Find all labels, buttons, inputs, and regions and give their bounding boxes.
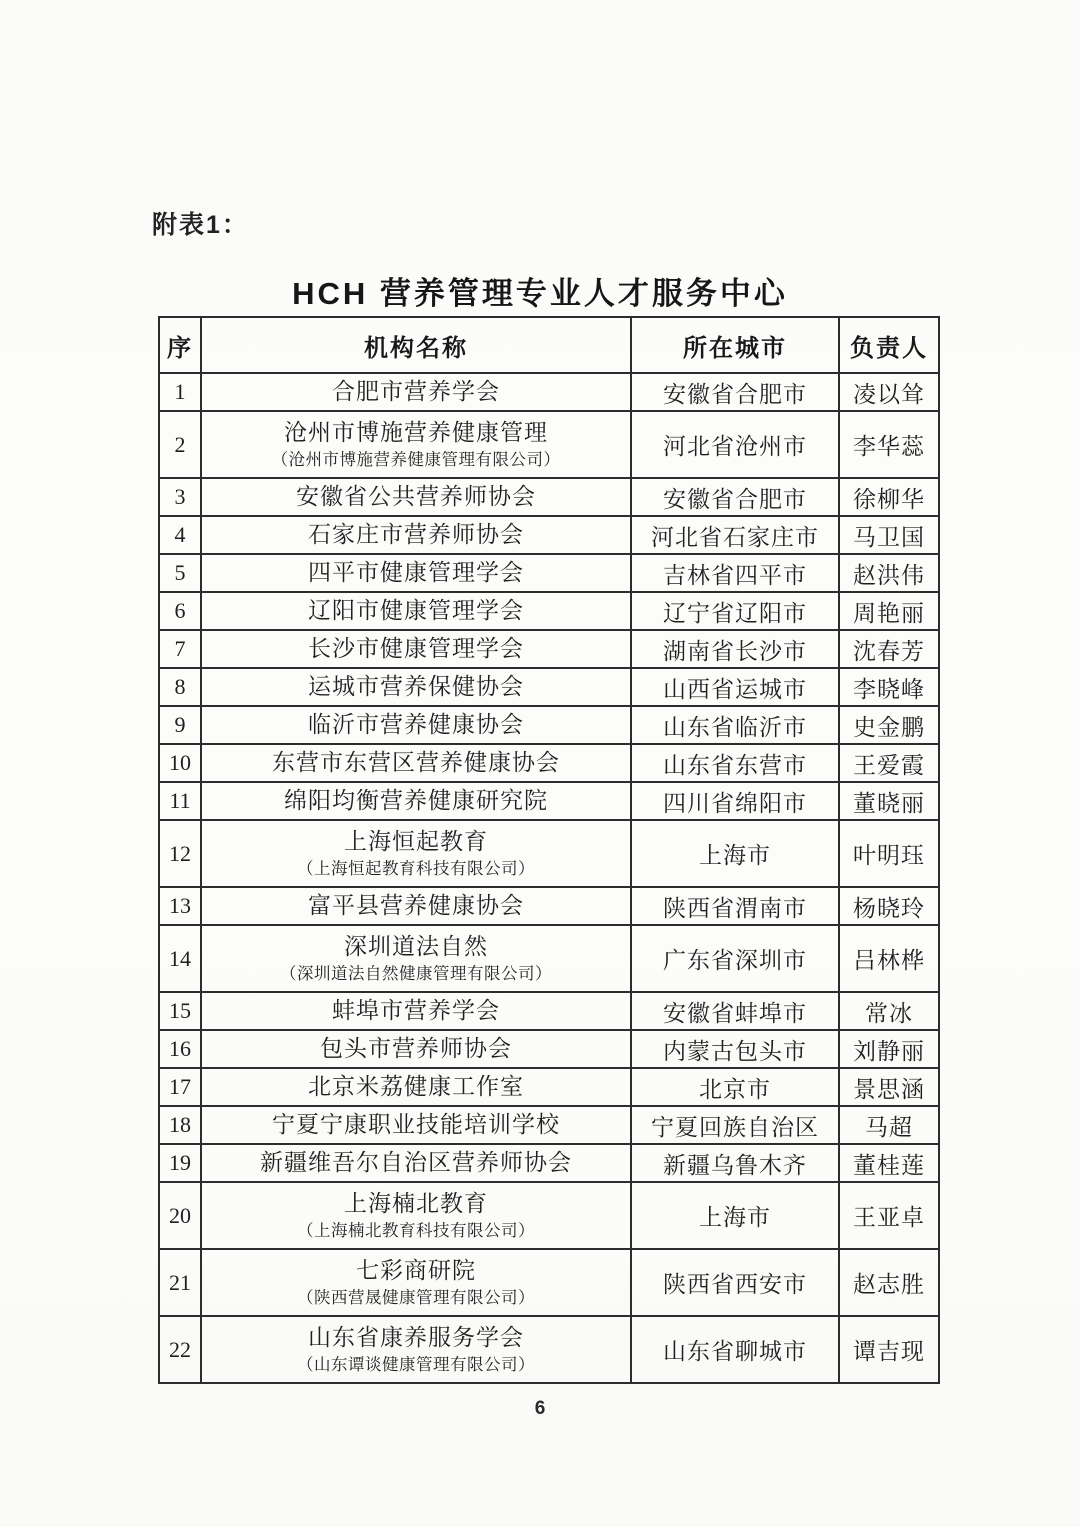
org-name: 深圳道法自然 [344,934,488,960]
org-city: 陕西省西安市 [631,1249,839,1316]
row-index: 4 [159,516,201,554]
org-person: 马卫国 [839,516,939,554]
page-title: HCH 营养管理专业人才服务中心 [292,276,788,311]
org-person: 赵志胜 [839,1249,939,1316]
org-subname: （上海恒起教育科技有限公司） [297,858,535,878]
org-subname: （上海楠北教育科技有限公司） [297,1220,535,1240]
org-name: 新疆维吾尔自治区营养师协会 [260,1149,572,1175]
org-name: 七彩商研院 [356,1258,476,1284]
table-row [159,411,939,478]
org-name-cell [201,1144,631,1182]
table-row [159,516,939,554]
row-index: 21 [159,1249,201,1316]
row-index: 3 [159,478,201,516]
org-city: 内蒙古包头市 [631,1030,839,1068]
org-name-cell [201,516,631,554]
org-person: 谭吉现 [839,1316,939,1383]
org-name-cell [201,630,631,668]
org-name: 北京米荔健康工作室 [308,1073,524,1099]
org-person: 王爱霞 [839,744,939,782]
row-index: 16 [159,1030,201,1068]
org-person: 王亚卓 [839,1182,939,1249]
org-city: 安徽省合肥市 [631,373,839,411]
org-name: 包头市营养师协会 [320,1035,512,1061]
row-index: 12 [159,820,201,887]
org-city: 山东省聊城市 [631,1316,839,1383]
row-index: 11 [159,782,201,820]
table-row [159,668,939,706]
table-row [159,630,939,668]
org-city: 安徽省蚌埠市 [631,992,839,1030]
row-index: 8 [159,668,201,706]
org-name-cell [201,1030,631,1068]
org-name-cell [201,992,631,1030]
org-name-cell [201,373,631,411]
org-name: 绵阳均衡营养健康研究院 [284,787,548,813]
row-index: 22 [159,1316,201,1383]
org-person: 沈春芳 [839,630,939,668]
table-row [159,782,939,820]
org-city: 吉林省四平市 [631,554,839,592]
org-name: 安徽省公共营养师协会 [296,483,536,509]
org-person: 赵洪伟 [839,554,939,592]
row-index: 17 [159,1068,201,1106]
org-person: 吕林桦 [839,925,939,992]
org-name-cell [201,668,631,706]
org-name-cell [201,411,631,478]
org-name: 临沂市营养健康协会 [308,711,524,737]
org-name: 富平县营养健康协会 [308,892,524,918]
organizations-table [158,316,940,1384]
org-city: 安徽省合肥市 [631,478,839,516]
row-index: 13 [159,887,201,925]
org-city: 山西省运城市 [631,668,839,706]
org-subname: （深圳道法自然健康管理有限公司） [280,963,552,983]
row-index: 1 [159,373,201,411]
row-index: 10 [159,744,201,782]
table-row [159,992,939,1030]
table-row [159,820,939,887]
table-row [159,1106,939,1144]
org-person: 李华蕊 [839,411,939,478]
table-row [159,373,939,411]
org-city: 山东省东营市 [631,744,839,782]
org-name: 蚌埠市营养学会 [332,997,500,1023]
org-subname: （山东谭谈健康管理有限公司） [297,1354,535,1374]
org-name-cell [201,592,631,630]
org-name-cell [201,554,631,592]
page-number: 6 [534,1398,546,1419]
org-name-cell [201,925,631,992]
appendix-label: 附表1： [152,211,249,239]
org-city: 上海市 [631,820,839,887]
table-body [159,373,939,1383]
org-name: 上海楠北教育 [344,1191,488,1217]
row-index: 18 [159,1106,201,1144]
table-row [159,1068,939,1106]
org-person: 常冰 [839,992,939,1030]
org-name-cell [201,1068,631,1106]
org-name: 沧州市博施营养健康管理 [284,420,548,446]
org-city: 陕西省渭南市 [631,887,839,925]
org-person: 景思涵 [839,1068,939,1106]
org-name: 合肥市营养学会 [332,378,500,404]
table-row [159,478,939,516]
org-person: 徐柳华 [839,478,939,516]
org-city: 北京市 [631,1068,839,1106]
header-org-name: 机构名称 [201,317,631,373]
org-name-cell [201,1249,631,1316]
row-index: 7 [159,630,201,668]
org-name-cell [201,744,631,782]
org-city: 湖南省长沙市 [631,630,839,668]
org-city: 宁夏回族自治区 [631,1106,839,1144]
table-row [159,592,939,630]
org-subname: （沧州市博施营养健康管理有限公司） [271,449,561,469]
org-person: 董晓丽 [839,782,939,820]
org-name: 四平市健康管理学会 [308,559,524,585]
row-index: 20 [159,1182,201,1249]
org-name-cell [201,706,631,744]
table-row [159,706,939,744]
table-header-row [159,317,939,373]
org-name: 石家庄市营养师协会 [308,521,524,547]
table-row [159,744,939,782]
org-name: 长沙市健康管理学会 [308,635,524,661]
org-name-cell [201,1316,631,1383]
org-city: 上海市 [631,1182,839,1249]
org-name-cell [201,820,631,887]
org-name: 宁夏宁康职业技能培训学校 [272,1111,560,1137]
org-city: 新疆乌鲁木齐 [631,1144,839,1182]
org-person: 史金鹏 [839,706,939,744]
row-index: 5 [159,554,201,592]
header-person: 负责人 [839,317,939,373]
org-city: 辽宁省辽阳市 [631,592,839,630]
table-row [159,1249,939,1316]
org-person: 马超 [839,1106,939,1144]
org-name: 上海恒起教育 [344,829,488,855]
org-name-cell [201,478,631,516]
header-index: 序 [159,317,201,373]
org-city: 山东省临沂市 [631,706,839,744]
org-name: 山东省康养服务学会 [308,1325,524,1351]
org-name-cell [201,1106,631,1144]
org-person: 刘静丽 [839,1030,939,1068]
org-city: 河北省石家庄市 [631,516,839,554]
table-row [159,925,939,992]
org-city: 广东省深圳市 [631,925,839,992]
org-person: 叶明珏 [839,820,939,887]
row-index: 19 [159,1144,201,1182]
table-row [159,1182,939,1249]
row-index: 14 [159,925,201,992]
table-row [159,1144,939,1182]
table-row [159,1030,939,1068]
org-name-cell [201,887,631,925]
row-index: 6 [159,592,201,630]
table-row [159,887,939,925]
org-person: 周艳丽 [839,592,939,630]
table-header [159,317,939,373]
org-name: 辽阳市健康管理学会 [308,597,524,623]
row-index: 9 [159,706,201,744]
org-person: 董桂莲 [839,1144,939,1182]
org-person: 李晓峰 [839,668,939,706]
org-name-cell [201,1182,631,1249]
row-index: 2 [159,411,201,478]
org-person: 杨晓玲 [839,887,939,925]
org-name: 东营市东营区营养健康协会 [272,749,560,775]
org-name-cell [201,782,631,820]
org-person: 凌以耸 [839,373,939,411]
row-index: 15 [159,992,201,1030]
table-row [159,1316,939,1383]
table-row [159,554,939,592]
org-subname: （陕西营晟健康管理有限公司） [297,1287,535,1307]
org-city: 河北省沧州市 [631,411,839,478]
header-city: 所在城市 [631,317,839,373]
org-city: 四川省绵阳市 [631,782,839,820]
org-name: 运城市营养保健协会 [308,673,524,699]
